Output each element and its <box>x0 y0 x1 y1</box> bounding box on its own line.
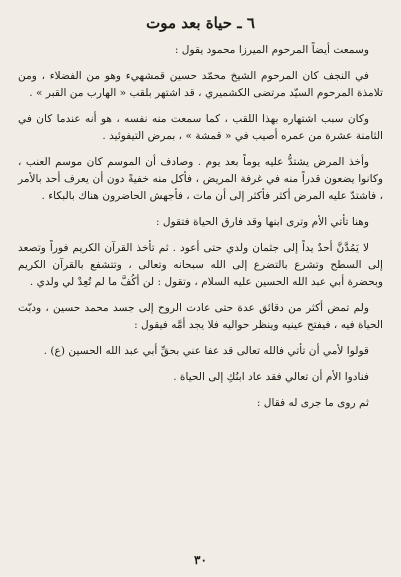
paragraph-7: ولم تمض أكثر من دقائق عدة حتى عادت الروح إلى جسد محمد حسين ، ودبّت الحياة فيه ، فيفتح عينيه وينظر حواليه فلا يجد أمَّه فيقول : <box>18 302 383 331</box>
chapter-title: ٦ ـ حياة بعد موت <box>146 14 255 32</box>
paragraph-1: وسمعت أيضاً المرحوم الميرزا محمود يقول : <box>174 44 369 56</box>
paragraph-10: ثم روى ما جرى له فقال : <box>256 397 369 409</box>
paragraph-5: وهنا تأتي الأم وترى ابنها وقد فارق الحياة فتقول : <box>155 216 369 228</box>
paragraph-3: وكان سبب اشتهاره بهذا اللقب ، كما سمعت منه نفسه ، هو أنه عندما كان في الثامنة عشرة من عمره أصيب في « قمشة » ، بمرض التيفوئيد . <box>18 113 383 142</box>
paragraph-9: فنادوا الأم أن تعالي فقد عاد ابنُكِ إلى الحياة . <box>173 371 369 383</box>
page-number: ٣٠ <box>194 553 207 567</box>
paragraph-6: لا يَمُدَّنَّ أحدٌ يداً إلى جثمان ولدي حتى أعود . ثم تأخذ القرآن الكريم فوراً وتصعد إلى السطح وتشرع بالتضرع إلى الله سبحانه وتعالى ، وتتشفع بالقرآن الكريم وبحضرة أبي عبد الله الحسين عليه السلام ، وتقول : لن أكُفَّ ما لم تُعِدْ لي ولدي . <box>18 242 383 288</box>
paragraph-8: قولوا لأمي أن تأتي فالله تعالى قد عفا عني بحقِّ أبي عبد الله الحسين (ع) . <box>43 345 369 357</box>
paragraph-4: وأخذ المرض يشتدُّ عليه يوماً بعد يوم . وصادف أن الموسم كان موسم العنب ، وكانوا يضعون قدراً منه في غرفة المريض ، فأكل منه خفيةً دون أن يعرف أحد بالأمر ، فاشتدّ عليه المرض أكثر فأكثر إلى أن مات ، فأجهش الحاضرون هناك بالبكاء . <box>18 156 383 202</box>
paragraph-2: في النجف كان المرحوم الشيخ محمّد حسين قمشهيء وهو من الفضلاء ، ومن تلامذة المرحوم السيّد مرتضى الكشميري ، قد اشتهر بلقب « الهارب من القبر » . <box>18 70 383 99</box>
